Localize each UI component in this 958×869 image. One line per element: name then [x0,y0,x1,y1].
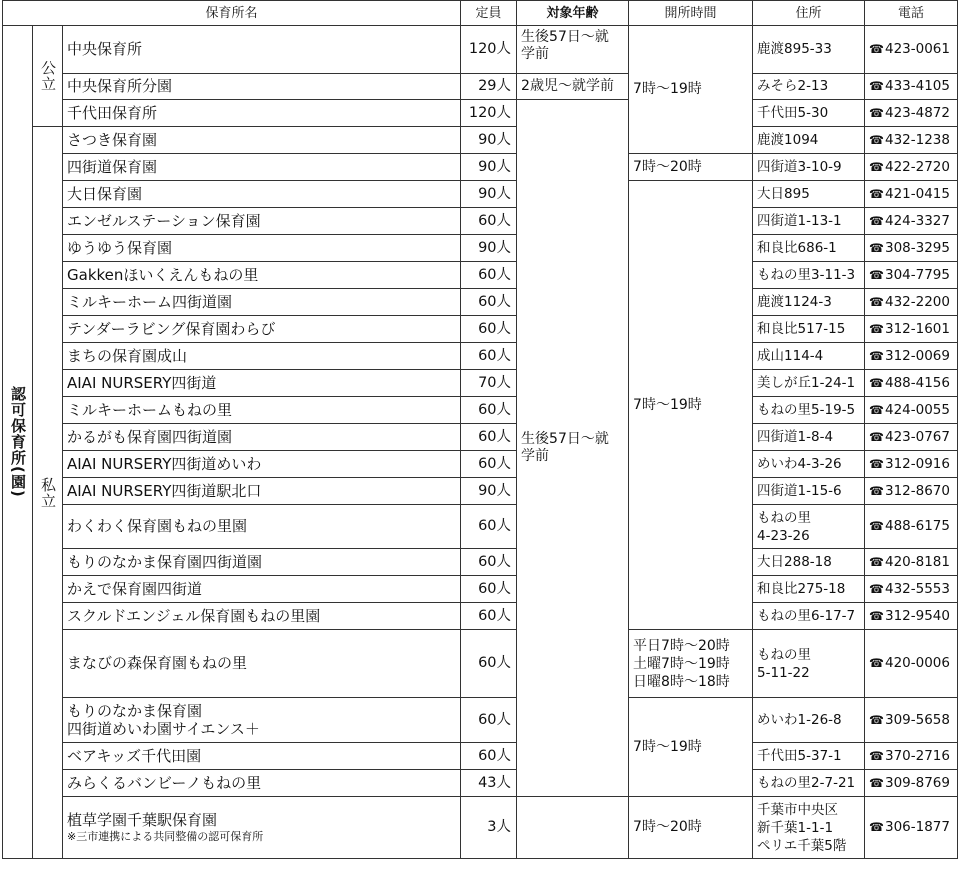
address: 大日895 [753,181,865,208]
nursery-name: もりのなかま保育園四街道園 [63,549,461,576]
phone: ☎488-4156 [865,370,958,397]
phone-icon: ☎ [869,656,884,670]
table-row [3,181,958,208]
nursery-name: ミルキーホームもねの里 [63,397,461,424]
phone: ☎312-1601 [865,316,958,343]
nursery-name: 中央保育所 [63,26,461,74]
capacity: 60人 [461,316,517,343]
capacity: 60人 [461,424,517,451]
phone-icon: ☎ [869,402,884,417]
address: めいわ4-3-26 [753,451,865,478]
phone-icon: ☎ [869,375,884,390]
table-row [3,630,958,698]
table-row [3,424,958,451]
phone: ☎423-0767 [865,424,958,451]
nursery-name: さつき保育園 [63,127,461,154]
capacity: 90人 [461,127,517,154]
phone-icon: ☎ [869,42,884,56]
address: みそら2-13 [753,74,865,100]
phone: ☎306-1877 [865,797,958,859]
address: 和良比275-18 [753,576,865,603]
table-row [3,370,958,397]
capacity: 60人 [461,630,517,698]
address: 四街道1-15-6 [753,478,865,505]
table-row [3,208,958,235]
phone-icon: ☎ [869,79,884,93]
table-row [3,74,958,100]
phone: ☎423-0061 [865,26,958,74]
capacity: 90人 [461,478,517,505]
nursery-name: エンゼルステーション保育園 [63,208,461,235]
phone-icon: ☎ [869,186,884,201]
capacity: 60人 [461,698,517,743]
table-row [3,549,958,576]
capacity: 120人 [461,26,517,74]
capacity: 70人 [461,370,517,397]
table-row [3,797,958,859]
opening-hours: 7時〜19時 [629,698,753,797]
nursery-name: 植草学園千葉駅保育園 ※三市連携による共同整備の認可保育所 [63,797,461,859]
nursery-name: AIAI NURSERY四街道駅北口 [63,478,461,505]
nursery-name: スクルドエンジェル保育園もねの里園 [63,603,461,630]
nursery-name: Gakkenほいくえんもねの里 [63,262,461,289]
phone: ☎309-8769 [865,770,958,797]
nursery-name: AIAI NURSERY四街道 [63,370,461,397]
nursery-name: かえで保育園四街道 [63,576,461,603]
phone: ☎432-5553 [865,576,958,603]
table-row [3,100,958,127]
phone-icon: ☎ [869,581,884,596]
age-range: 生後57日〜就学前 [517,26,629,74]
opening-hours: 7時〜19時 [629,26,753,154]
address: 和良比517-15 [753,316,865,343]
capacity: 60人 [461,576,517,603]
opening-hours: 7時〜20時 [629,154,753,181]
nursery-name: 大日保育園 [63,181,461,208]
address: 大日288-18 [753,549,865,576]
nursery-name: もりのなかま保育園 四街道めいわ園サイエンス＋ [63,698,461,743]
address: 鹿渡1124-3 [753,289,865,316]
nursery-name: ミルキーホーム四街道園 [63,289,461,316]
nursery-name: まちの保育園成山 [63,343,461,370]
phone-icon: ☎ [869,132,884,147]
address: 千代田5-37-1 [753,743,865,770]
nursery-name: 千代田保育所 [63,100,461,127]
capacity: 60人 [461,343,517,370]
capacity: 29人 [461,74,517,100]
category-main: 認可保育所(園) [3,26,33,859]
header-name: 保育所名 [3,1,461,26]
phone: ☎432-2200 [865,289,958,316]
capacity: 90人 [461,181,517,208]
capacity: 60人 [461,505,517,549]
phone: ☎370-2716 [865,743,958,770]
capacity: 60人 [461,743,517,770]
phone: ☎422-2720 [865,154,958,181]
table-row [3,505,958,549]
capacity: 120人 [461,100,517,127]
table-row [3,127,958,154]
capacity: 43人 [461,770,517,797]
table-row [3,743,958,770]
phone-icon: ☎ [869,775,884,790]
opening-hours: 7時〜20時 [629,797,753,859]
phone-icon: ☎ [869,105,884,120]
nursery-name: みらくるバンビーノもねの里 [63,770,461,797]
phone: ☎423-4872 [865,100,958,127]
nursery-name: ベアキッズ千代田園 [63,743,461,770]
table-row [3,397,958,424]
header-phone: 電話 [865,1,958,26]
table-row [3,451,958,478]
nursery-name: テンダーラビング保育園わらび [63,316,461,343]
nursery-name: 四街道保育園 [63,154,461,181]
table-row [3,343,958,370]
nursery-name: ゆうゆう保育園 [63,235,461,262]
address: もねの里3-11-3 [753,262,865,289]
phone: ☎312-8670 [865,478,958,505]
phone: ☎424-0055 [865,397,958,424]
phone: ☎312-0916 [865,451,958,478]
capacity: 90人 [461,235,517,262]
table-row [3,576,958,603]
capacity: 60人 [461,549,517,576]
table-row [3,316,958,343]
capacity: 60人 [461,603,517,630]
table-row [3,698,958,743]
phone: ☎420-0006 [865,630,958,698]
capacity: 90人 [461,154,517,181]
address: もねの里5-19-5 [753,397,865,424]
address: 和良比686-1 [753,235,865,262]
phone-icon: ☎ [869,608,884,623]
address: 四街道1-13-1 [753,208,865,235]
phone-icon: ☎ [869,456,884,471]
table-row [3,235,958,262]
address: もねの里6-17-7 [753,603,865,630]
capacity: 3人 [461,797,517,859]
phone-icon: ☎ [869,294,884,309]
table-row [3,154,958,181]
phone: ☎433-4105 [865,74,958,100]
phone-icon: ☎ [869,820,884,834]
phone: ☎309-5658 [865,698,958,743]
phone: ☎304-7795 [865,262,958,289]
phone-icon: ☎ [869,240,884,255]
address: もねの里 4-23-26 [753,505,865,549]
phone: ☎421-0415 [865,181,958,208]
address: 四街道1-8-4 [753,424,865,451]
table-row [3,770,958,797]
phone: ☎424-3327 [865,208,958,235]
opening-hours: 7時〜19時 [629,181,753,630]
opening-hours: 平日7時〜20時 土曜7時〜19時 日曜8時〜18時 [629,630,753,698]
table-row [3,603,958,630]
capacity: 60人 [461,289,517,316]
phone: ☎488-6175 [865,505,958,549]
address: 美しが丘1-24-1 [753,370,865,397]
address: めいわ1-26-8 [753,698,865,743]
header-capacity: 定員 [461,1,517,26]
header-address: 住所 [753,1,865,26]
table-row [3,478,958,505]
table-row [3,262,958,289]
nursery-table [2,0,958,859]
nursery-name: まなびの森保育園もねの里 [63,630,461,698]
phone-icon: ☎ [869,554,884,569]
phone-icon: ☎ [869,213,884,228]
phone-icon: ☎ [869,483,884,498]
address: 鹿渡895-33 [753,26,865,74]
age-range: 生後57日〜就学前 [517,100,629,797]
nursery-name: AIAI NURSERY四街道めいわ [63,451,461,478]
age-range-empty [517,797,629,859]
table-row [3,26,958,74]
phone-icon: ☎ [869,321,884,336]
phone-icon: ☎ [869,348,884,363]
address: 千代田5-30 [753,100,865,127]
age-range: 2歳児〜就学前 [517,74,629,100]
address: もねの里2-7-21 [753,770,865,797]
capacity: 60人 [461,451,517,478]
address: 鹿渡1094 [753,127,865,154]
phone: ☎420-8181 [865,549,958,576]
phone: ☎308-3295 [865,235,958,262]
phone: ☎312-0069 [865,343,958,370]
address: もねの里 5-11-22 [753,630,865,698]
header-hours: 開所時間 [629,1,753,26]
phone: ☎432-1238 [865,127,958,154]
address: 成山114-4 [753,343,865,370]
table-row [3,289,958,316]
nursery-name: かるがも保育園四街道園 [63,424,461,451]
phone-icon: ☎ [869,519,884,533]
address: 四街道3-10-9 [753,154,865,181]
capacity: 60人 [461,262,517,289]
capacity: 60人 [461,397,517,424]
phone-icon: ☎ [869,159,884,174]
phone-icon: ☎ [869,748,884,763]
phone-icon: ☎ [869,267,884,282]
category-public: 公立 [33,26,63,127]
nursery-note: ※三市連携による共同整備の認可保育所 [67,830,264,843]
phone-icon: ☎ [869,712,884,727]
category-private: 私立 [33,127,63,859]
phone-icon: ☎ [869,429,884,444]
phone: ☎312-9540 [865,603,958,630]
capacity: 60人 [461,208,517,235]
nursery-name: わくわく保育園もねの里園 [63,505,461,549]
header-age: 対象年齢 [517,1,629,26]
header-row [3,1,958,26]
address: 千葉市中央区 新千葉1-1-1 ペリエ千葉5階 [753,797,865,859]
nursery-name: 中央保育所分園 [63,74,461,100]
